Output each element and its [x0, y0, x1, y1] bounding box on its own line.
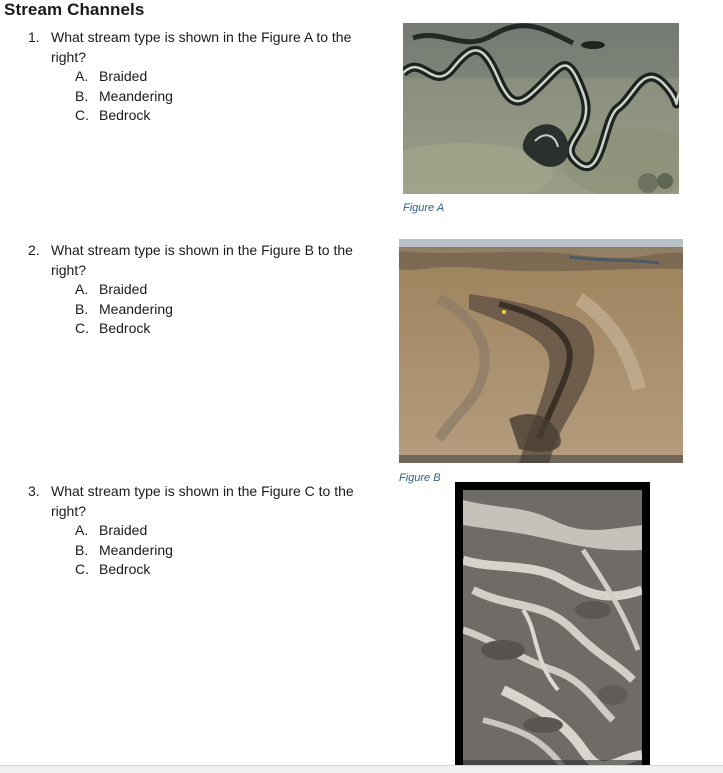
- option-letter: A.: [75, 522, 89, 538]
- option-letter: B.: [75, 87, 89, 104]
- option-a: [75, 67, 378, 87]
- question-number: 1.: [28, 29, 40, 45]
- option-label: Braided: [99, 522, 148, 538]
- option-b: [75, 300, 378, 320]
- option-c: [75, 319, 378, 339]
- option-label: Braided: [99, 68, 148, 84]
- question-text: What stream type is shown in the Figure C to the right?: [51, 483, 354, 519]
- page-title: Stream Channels: [4, 0, 145, 19]
- option-b: [75, 87, 378, 107]
- question-text: What stream type is shown in the Figure A to the right?: [51, 29, 352, 65]
- option-c: [75, 560, 378, 580]
- option-letter: B.: [75, 300, 89, 317]
- question-number: 3.: [28, 483, 40, 499]
- figure-a-caption: Figure A: [403, 202, 445, 214]
- question-1: [28, 28, 378, 126]
- question-3: [28, 482, 378, 580]
- option-label: Bedrock: [99, 320, 151, 336]
- option-label: Bedrock: [99, 561, 151, 577]
- option-label: Braided: [99, 281, 148, 297]
- question-2: [28, 241, 378, 339]
- option-label: Meandering: [99, 300, 173, 317]
- option-label: Meandering: [99, 541, 173, 558]
- figure-b-caption: Figure B: [399, 472, 441, 484]
- option-a: [75, 521, 378, 541]
- option-letter: B.: [75, 541, 89, 558]
- option-letter: C.: [75, 107, 89, 123]
- option-b: [75, 541, 378, 561]
- option-label: Bedrock: [99, 107, 151, 123]
- figure-c-braided-river-image: [455, 482, 650, 767]
- figure-b-bedrock-canyon-image: [399, 239, 683, 463]
- option-letter: C.: [75, 320, 89, 336]
- option-label: Meandering: [99, 87, 173, 104]
- question-text: What stream type is shown in the Figure B to the right?: [51, 242, 353, 278]
- option-letter: A.: [75, 281, 89, 297]
- option-c: [75, 106, 378, 126]
- option-letter: A.: [75, 68, 89, 84]
- option-a: [75, 280, 378, 300]
- figure-a-meandering-river-image: [403, 23, 679, 194]
- option-letter: C.: [75, 561, 89, 577]
- question-number: 2.: [28, 242, 40, 258]
- page-bottom-scrollbar[interactable]: [0, 765, 723, 773]
